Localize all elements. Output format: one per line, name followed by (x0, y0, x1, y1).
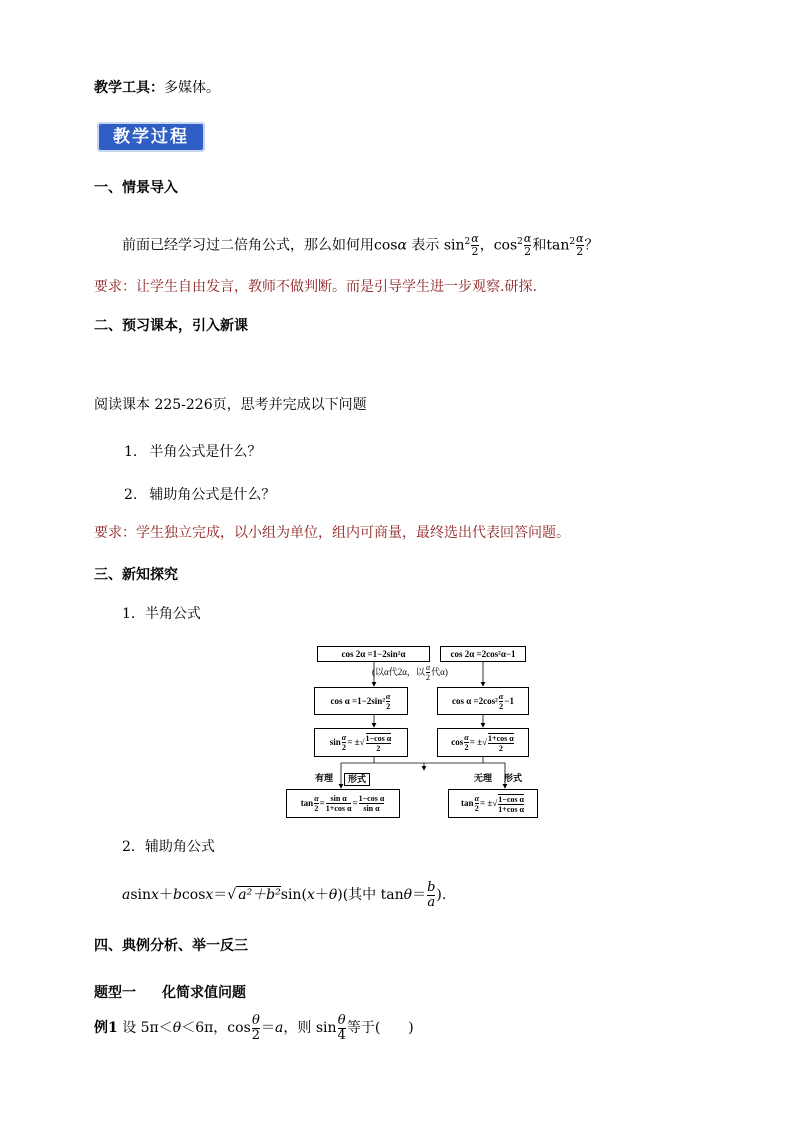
question-1-num: 1. (124, 444, 138, 460)
intro-paragraph: 前面已经学习过二倍角公式，那么如何用cosα 表示 $\sin^2$ $\frac{\alpha}{2}$ ，$\cos^2$ $\frac{\alpha}{2}$ 和$\tan^2$ $\frac{\alpha}{2}$ ？ (122, 232, 599, 259)
formula-box-cos2a-sin: cos 2α =1−2sin²α (317, 646, 430, 662)
formula-box-cos-alpha-sin: cos α =1−2sin² $\frac{\alpha}{2}$ (314, 687, 408, 715)
formula-box-tan-rational: tan $\frac{\alpha}{2}$ = $\frac{\text{sin α}}{\text{1+cos α}}$ = $\frac{\text{1−cos α}}{\text{sin α}}$ (286, 789, 400, 818)
auxiliary-formula: asinx＋bcosx＝√ a²＋b²sin(x＋θ)(其中 tanθ＝ $\frac{b}{a}$ ). (122, 879, 447, 910)
question-2-text: 辅助角公式是什么？ (149, 487, 276, 503)
intro-he: 和 (532, 237, 547, 254)
intro-sup: 2 (464, 237, 471, 247)
intro-comma: ， (479, 237, 494, 254)
section4-title: 四、典例分析、举一反三 (94, 938, 248, 954)
reading-instruction: 阅读课本 225-226页，思考并完成以下问题 (94, 397, 367, 413)
problem-type-line (94, 984, 246, 1002)
tools-value: 多媒体。 (164, 80, 220, 96)
section1-title: 一、情景导入 (94, 180, 178, 196)
formula-box-cos-alpha-cos: cos α =2cos² $\frac{\alpha}{2}$ −1 (437, 687, 529, 715)
example-label: 例1 (94, 1020, 118, 1036)
requirement-1: 要求：让学生自由发言，教师不做判断。而是引导学生进一步观察.研探. (94, 279, 537, 295)
substitution-note: (以α代2α，以 $\frac{\alpha}{2}$ 代α) (372, 663, 448, 682)
form-label-left: 形式 (344, 773, 370, 786)
intro-cos2: cos (493, 237, 518, 254)
intro-text-a: 前面已经学习过二倍角公式，那么如何用 (122, 237, 374, 254)
subsection-auxiliary-angle: 2．辅助角公式 (122, 839, 215, 855)
subsection-half-angle: 1．半角公式 (122, 606, 201, 622)
intro-tan: tan (546, 237, 570, 254)
intro-sin: sin (443, 237, 465, 254)
formula-box-cos-half: cos $\frac{\alpha}{2}$ = ± √ $\frac{\text{1+cos α}}{2}$ (437, 728, 529, 757)
section-badge: 教学过程 (97, 122, 205, 152)
intro-text-b: 表示 (411, 237, 440, 254)
intro-frac-2: $\frac{\alpha}{2}$ (523, 232, 532, 259)
form-label-right: 形式 (504, 773, 523, 783)
section3-title: 三、新知探究 (94, 567, 178, 583)
problem-type-text: 化简求值问题 (162, 985, 246, 1001)
intro-cos: cos (374, 237, 398, 254)
section2-title: 二、预习课本，引入新课 (94, 318, 248, 334)
tools-label: 教学工具： (94, 80, 164, 96)
problem-type-label: 题型一 (94, 985, 136, 1001)
requirement-2: 要求：学生独立完成，以小组为单位，组内可商量，最终选出代表回答问题。 (94, 525, 570, 541)
question-1-text: 半角公式是什么？ (149, 444, 262, 460)
intro-frac-3: $\frac{\alpha}{2}$ (576, 232, 584, 259)
formula-box-cos2a-cos: cos 2α =2cos²α−1 (440, 646, 526, 662)
formula-box-sin-half: sin $\frac{\alpha}{2}$ = ± √ $\frac{\text{1−cos α}}{2}$ (314, 728, 408, 757)
example-1: 例1 设 5π＜θ＜6π，cos $\frac{\theta}{2}$ ＝a，则 sin $\frac{\theta}{4}$ 等于( ) (94, 1012, 414, 1043)
formula-box-tan-irrational: tan $\frac{\alpha}{2}$ = ±√ $\frac{\text{1−cos α}}{\text{1+cos α}}$ (448, 789, 538, 818)
intro-question-mark: ？ (584, 237, 599, 254)
irrational-label: 无理 (474, 773, 493, 783)
intro-alpha: α (397, 237, 407, 254)
rational-label: 有理 (315, 773, 334, 783)
question-2-num: 2. (124, 487, 138, 503)
intro-frac-1: $\frac{\alpha}{2}$ (471, 232, 479, 259)
